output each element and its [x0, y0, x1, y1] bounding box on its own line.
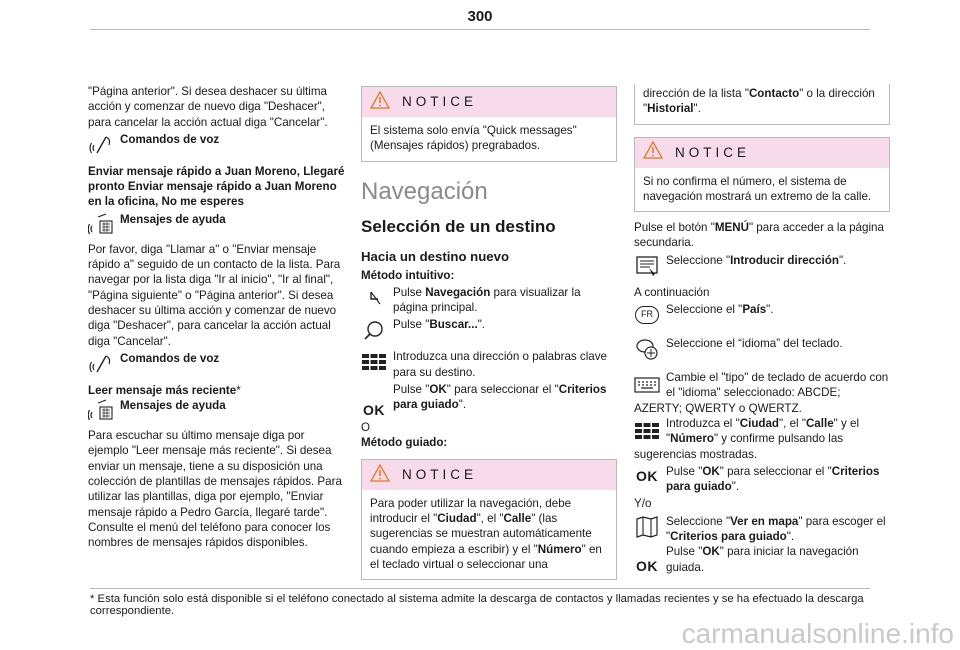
- bottom-divider: [90, 588, 870, 589]
- voice-commands-label: Comandos de voz: [120, 132, 220, 146]
- step-row: [634, 464, 890, 495]
- voice-command-icon: [88, 132, 114, 158]
- help-messages-icon: [88, 398, 114, 424]
- step-row: [634, 302, 890, 328]
- step-text: Pulse "OK" para iniciar la navegación guiada.: [666, 545, 859, 574]
- paragraph: Para escuchar su último mensaje diga por ejemplo "Leer mensaje más reciente". Si desea enviar un mensaje, tiene a su disposición una colección de plantillas de mensajes rápidos. Para utilizar las plantillas, diga por ejemplo, "Enviar mensaje rápido a Pedro García, llegaré tarde". Consulte el menú del teléfono para conocer los nombres de mensajes rápidos disponibles.: [88, 429, 342, 550]
- notice-box: [361, 86, 617, 162]
- step-text: Seleccione "Introducir dirección".: [666, 253, 847, 267]
- navigation-icon: [361, 285, 387, 311]
- column-1: [88, 84, 346, 553]
- keyboard-icon: [361, 349, 387, 375]
- notice-continuation: dirección de la lista "Contacto" o la dirección "Historial".: [634, 84, 890, 125]
- topic-heading: Hacia un destino nuevo: [361, 248, 510, 264]
- subsection-heading: Selección de un destino: [361, 216, 556, 236]
- warning-icon: [643, 141, 663, 163]
- step-row: [634, 514, 890, 545]
- footnote-marker: *: [236, 383, 241, 397]
- step-row: [361, 317, 617, 343]
- voice-command-row: [88, 351, 346, 377]
- notice-header: [635, 138, 889, 168]
- step-paragraph: Cambie el "tipo" de teclado de acuerdo con el "idioma" seleccionado: ABCDE; AZERTY; QWERTY o QWERTZ.: [634, 371, 889, 415]
- notice-box: [634, 137, 890, 213]
- keyboard-icon: [634, 418, 660, 444]
- paragraph: Pulse el botón "MENÚ" para acceder a la página secundaria.: [634, 221, 884, 250]
- country-icon: FR: [634, 302, 660, 328]
- map-icon: [634, 514, 660, 540]
- step-row: [361, 349, 617, 380]
- step-text: Pulse Navegación para visualizar la página principal.: [393, 285, 581, 315]
- paragraph: "Página anterior". Si desea deshacer su última acción y comenzar de nuevo diga "Deshacer", para cancelar la acción actual diga "Cancelar".: [88, 85, 328, 129]
- continuation-label: A continuación: [634, 285, 710, 299]
- ok-icon: OK: [363, 401, 385, 418]
- step-text: Introduzca una dirección o palabras clave para su destino.: [393, 350, 607, 379]
- step-text: Seleccione el "País".: [666, 303, 774, 317]
- warning-icon: [370, 91, 390, 113]
- paragraph: Por favor, diga "Llamar a" o "Enviar mensaje rápido a" seguido de un contacto de la lista. Para navegar por la lista diga "Ir al inicio", "Ir al final", "Página siguiente" o "Página anterior". Si desea deshacer su última acción y comenzar de nuevo diga "Deshacer", para cancelar la acción actual diga "Cancelar".: [88, 242, 341, 348]
- step-row: [361, 382, 617, 418]
- step-paragraph: Introduzca el "Ciudad", el "Calle" y el "Número" y confirme pulsando las sugerencias mostradas.: [634, 416, 860, 461]
- watermark: carmanualsonline.info: [681, 618, 954, 649]
- step-row: [361, 285, 617, 316]
- step-row: [634, 544, 890, 575]
- ok-icon: OK: [636, 468, 658, 485]
- notice-body: El sistema solo envía "Quick messages" (Mensajes rápidos) pregrabados.: [370, 124, 577, 153]
- notice-title: NOTICE: [402, 467, 478, 483]
- step-text: Seleccione "Ver en mapa" para escoger el "Criterios para guiado".: [666, 514, 886, 544]
- notice-header: [362, 460, 616, 490]
- notice-header: [362, 87, 616, 117]
- read-last-text: Leer mensaje más reciente: [88, 383, 237, 397]
- section-heading: Navegación: [361, 177, 488, 205]
- search-icon: [361, 317, 387, 343]
- help-messages-label: Mensajes de ayuda: [120, 212, 226, 226]
- or-label: Y/o: [634, 497, 652, 511]
- notice-body: Para poder utilizar la navegación, debe introducir el "Ciudad", el "Calle" (las sugerencias se muestran automáticamente cuando empieza a escribir) y el "Número" en el teclado virtual o seleccionar una: [370, 496, 602, 571]
- notice-body: Si no confirma el número, el sistema de navegación mostrará un extremo de la calle.: [643, 174, 872, 203]
- method-label: Método intuitivo:: [361, 268, 455, 282]
- help-messages-row: [88, 212, 346, 238]
- step-row: [634, 253, 890, 279]
- voice-commands-label: Comandos de voz: [120, 351, 220, 365]
- voice-command-read-last: [88, 383, 346, 398]
- step-row: [634, 336, 890, 362]
- language-icon: [634, 336, 660, 362]
- notice-title: NOTICE: [675, 144, 751, 160]
- step-text: Pulse "OK" para seleccionar el "Criterios para guiado".: [393, 383, 607, 412]
- voice-command-row: [88, 132, 346, 158]
- step-text: Pulse "Buscar...".: [393, 318, 486, 332]
- voice-command-icon: [88, 351, 114, 377]
- notice-box: [361, 459, 617, 580]
- step-text: Seleccione el “idioma” del teclado.: [666, 337, 843, 351]
- page-number: 300: [467, 8, 493, 25]
- step-text: Pulse "OK" para seleccionar el "Criterios para guiado".: [666, 464, 880, 494]
- help-messages-row: [88, 398, 346, 424]
- column-2: [361, 84, 617, 588]
- help-messages-icon: [88, 212, 114, 238]
- help-messages-label: Mensajes de ayuda: [120, 399, 226, 413]
- notice-title: NOTICE: [402, 94, 478, 110]
- footnote: * Esta función solo está disponible si el teléfono conectado al sistema admite la descarga de contactos y llamadas recientes y se ha efectuado la descarga correspondiente.: [90, 593, 864, 617]
- ok-icon: OK: [636, 558, 658, 575]
- keyboard-type-icon: [634, 372, 660, 398]
- voice-command-examples: Enviar mensaje rápido a Juan Moreno, Llegaré pronto Enviar mensaje rápido a Juan Moreno en la oficina, No me esperes: [88, 164, 345, 209]
- column-3: [634, 84, 890, 577]
- warning-icon: [370, 464, 390, 486]
- or-label: O: [361, 421, 371, 435]
- top-divider: [90, 29, 870, 30]
- method-label: Método guiado:: [361, 436, 448, 450]
- enter-address-icon: [634, 253, 660, 279]
